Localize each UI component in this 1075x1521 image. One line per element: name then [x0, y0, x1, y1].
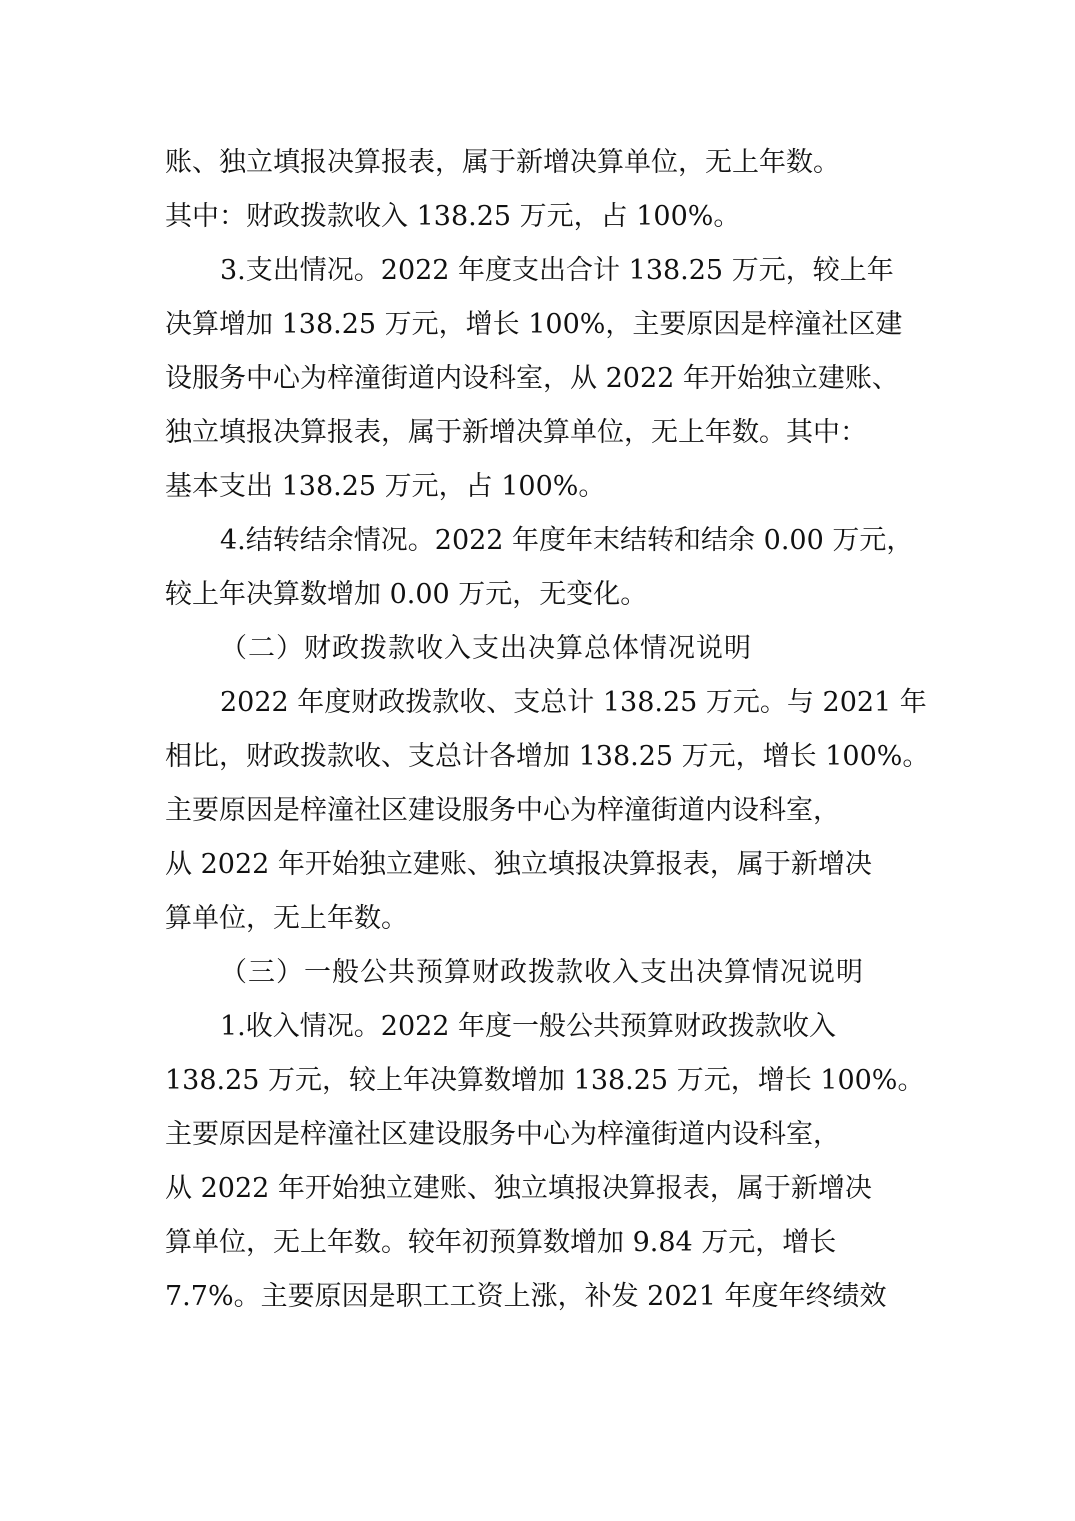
text-line: 算单位，无上年数。 [165, 903, 408, 934]
text-line: 从 2022 年开始独立建账、独立填报决算报表，属于新增决 [165, 849, 872, 880]
text-line: 决算增加 138.25 万元，增长 100%，主要原因是梓潼社区建 [165, 309, 903, 340]
text-line: 独立填报决算报表，属于新增决算单位，无上年数。其中： [165, 417, 867, 448]
text-line: 相比，财政拨款收、支总计各增加 138.25 万元，增长 100%。 [165, 741, 930, 772]
section-heading: （三）一般公共预算财政拨款收入支出决算情况说明 [220, 957, 864, 988]
text-line: 设服务中心为梓潼街道内设科室，从 2022 年开始独立建账、 [165, 363, 899, 394]
text-line: 账、独立填报决算报表，属于新增决算单位，无上年数。 [165, 147, 840, 178]
paragraph-start: 3.支出情况。2022 年度支出合计 138.25 万元，较上年 [220, 255, 894, 286]
paragraph-start: 2022 年度财政拨款收、支总计 138.25 万元。与 2021 年 [220, 687, 927, 718]
text-line: 主要原因是梓潼社区建设服务中心为梓潼街道内设科室， [165, 1119, 840, 1150]
text-line: 基本支出 138.25 万元，占 100%。 [165, 471, 606, 502]
text-line: 主要原因是梓潼社区建设服务中心为梓潼街道内设科室， [165, 795, 840, 826]
paragraph-start: 4.结转结余情况。2022 年度年末结转和结余 0.00 万元， [220, 525, 914, 556]
text-line: 7.7%。主要原因是职工工资上涨，补发 2021 年度年终绩效 [165, 1281, 887, 1312]
text-line: 从 2022 年开始独立建账、独立填报决算报表，属于新增决 [165, 1173, 872, 1204]
text-line: 其中：财政拨款收入 138.25 万元，占 100%。 [165, 201, 741, 232]
text-line: 算单位，无上年数。较年初预算数增加 9.84 万元，增长 [165, 1227, 837, 1258]
text-line: 138.25 万元，较上年决算数增加 138.25 万元，增长 100%。 [165, 1065, 925, 1096]
text-line: 较上年决算数增加 0.00 万元，无变化。 [165, 579, 648, 610]
section-heading: （二）财政拨款收入支出决算总体情况说明 [220, 633, 752, 664]
paragraph-start: 1.收入情况。2022 年度一般公共预算财政拨款收入 [220, 1011, 837, 1042]
